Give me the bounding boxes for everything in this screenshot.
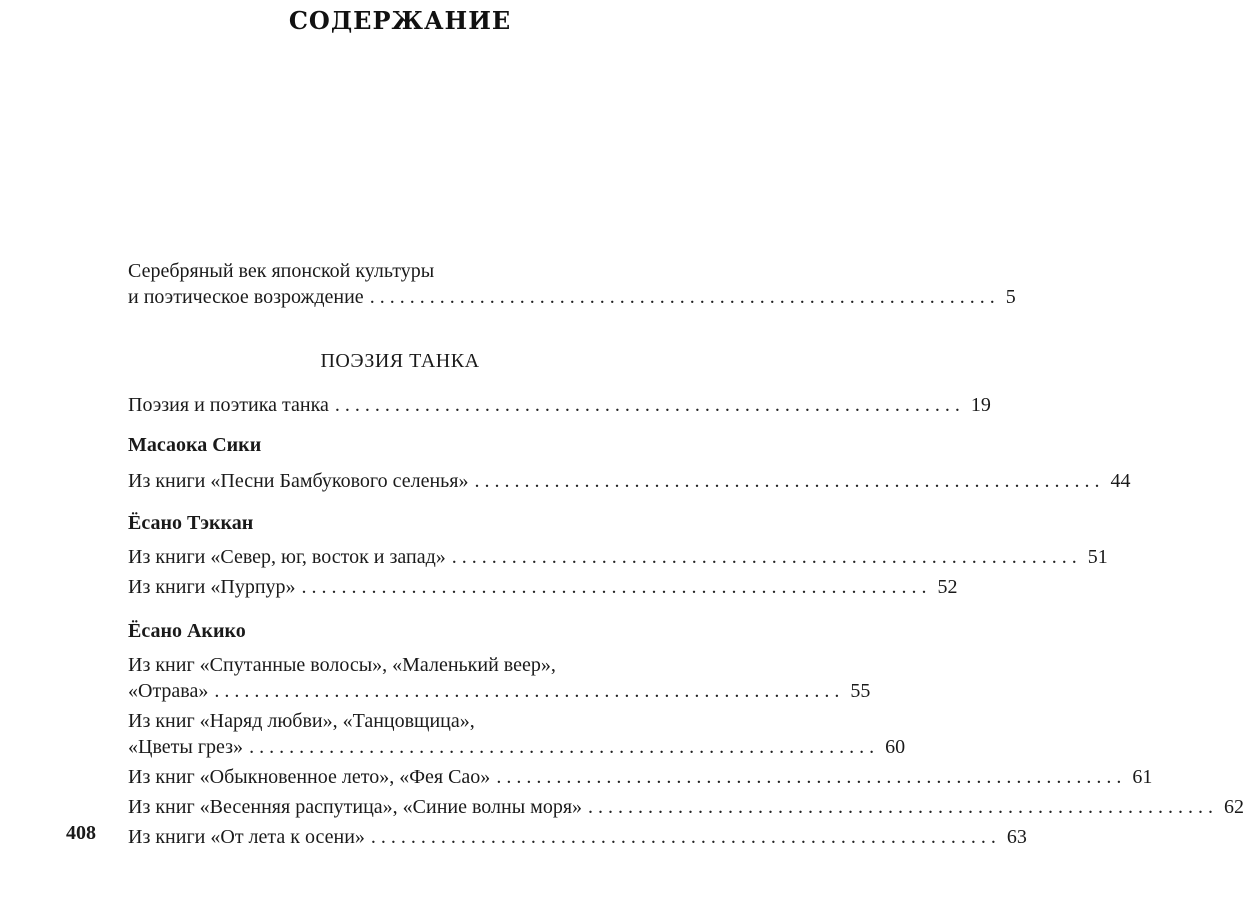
author-name: Ёсано Акико [128,620,246,642]
author-name: Масаока Сики [128,434,262,456]
toc-entry[interactable] [128,764,1153,790]
dot-leader: ............................................................... [301,576,932,598]
dot-leader: ............................................................... [334,394,965,416]
page-title: СОДЕРЖАНИЕ [288,6,512,35]
toc-page-number: 52 [937,576,958,598]
toc-entry-title: Из книги «Пурпур» [128,576,296,598]
toc-entry-title: Из книг «Весенняя распутица», «Синие волны моря» [128,796,583,818]
toc-entry-title: Из книг «Обыкновенное лето», «Фея Сао» [128,766,491,788]
toc-page-number: 44 [1110,470,1131,492]
toc-entry-title-line1: Из книг «Спутанные волосы», «Маленький веер», [128,654,556,676]
author-name: Ёсано Тэккан [128,512,254,534]
toc-entry-title: Из книги «От лета к осени» [128,826,365,848]
toc-entry-essay[interactable] [128,392,991,418]
dot-leader: ............................................................... [214,680,845,702]
toc-entry-intro[interactable] [128,258,1016,310]
toc-entry[interactable] [128,824,1027,850]
dot-leader: ............................................................... [588,796,1219,818]
section-heading: ПОЭЗИЯ ТАНКА [320,350,480,372]
toc-entry[interactable] [128,468,1131,494]
dot-leader: ............................................................... [474,470,1105,492]
toc-entry-title: Из книги «Север, юг, восток и запад» [128,546,446,568]
toc-entry-title: «Отрава» [128,680,209,702]
dot-leader: ............................................................... [370,826,1001,848]
toc-entry-title: «Цветы грез» [128,736,244,758]
page-number: 408 [66,822,96,844]
toc-entry-title: Из книги «Песни Бамбукового селенья» [128,470,469,492]
toc-page-number: 60 [885,736,906,758]
dot-leader: ............................................................... [249,736,880,758]
toc-entry-title: и поэтическое возрождение [128,286,364,308]
toc-page-number: 63 [1006,826,1027,848]
toc-page-number: 51 [1087,546,1108,568]
toc-entry-title: Поэзия и поэтика танка [128,394,329,416]
dot-leader: ............................................................... [451,546,1082,568]
toc-entry[interactable] [128,652,871,704]
toc-entry[interactable] [128,794,1244,820]
toc-page-number: 62 [1224,796,1244,818]
toc-page-number: 55 [850,680,871,702]
toc-entry[interactable] [128,574,958,600]
toc-page-number: 5 [1005,286,1016,308]
toc-entry-title-line1: Серебряный век японской культуры [128,260,435,282]
toc-entry[interactable] [128,708,906,760]
toc-entry-title-line1: Из книг «Наряд любви», «Танцовщица», [128,710,475,732]
toc-page-number: 19 [970,394,991,416]
toc-page-number: 61 [1132,766,1153,788]
dot-leader: ............................................................... [496,766,1127,788]
toc-entry[interactable] [128,544,1108,570]
dot-leader: ............................................................... [369,286,1000,308]
